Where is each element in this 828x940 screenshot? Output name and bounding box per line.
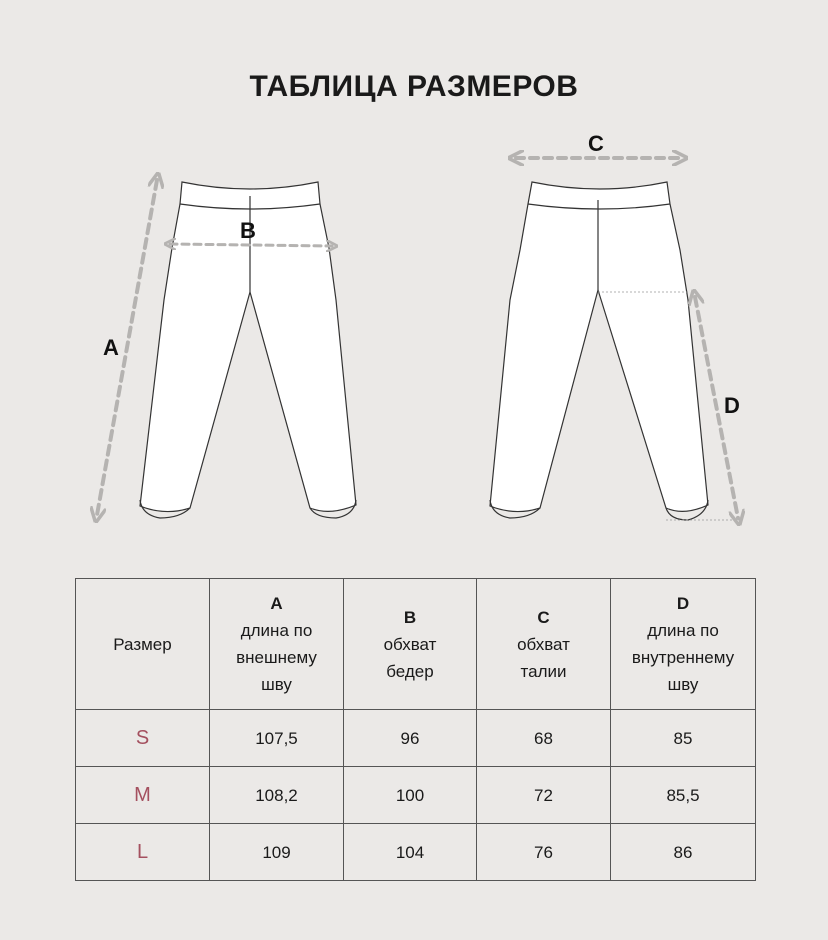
size-cell: S xyxy=(76,710,210,767)
value-cell: 107,5 xyxy=(210,710,344,767)
value-cell: 85,5 xyxy=(611,767,756,824)
label-c: C xyxy=(588,131,604,156)
value-cell: 68 xyxy=(477,710,611,767)
header-c: C обхват талии xyxy=(477,579,611,710)
table-row xyxy=(76,767,756,824)
header-b: B обхват бедер xyxy=(344,579,477,710)
size-cell: M xyxy=(76,767,210,824)
value-cell: 108,2 xyxy=(210,767,344,824)
table-row xyxy=(76,710,756,767)
pants-back xyxy=(490,182,740,520)
header-d: D длина по внутреннему шву xyxy=(611,579,756,710)
label-b: B xyxy=(240,218,256,243)
table-header-row xyxy=(76,579,756,710)
size-table xyxy=(75,578,756,881)
value-cell: 100 xyxy=(344,767,477,824)
label-a: A xyxy=(103,335,119,360)
label-d: D xyxy=(724,393,740,418)
value-cell: 76 xyxy=(477,824,611,881)
table-row xyxy=(76,824,756,881)
value-cell: 109 xyxy=(210,824,344,881)
value-cell: 85 xyxy=(611,710,756,767)
value-cell: 72 xyxy=(477,767,611,824)
header-size: Размер xyxy=(76,579,210,710)
page-title: ТАБЛИЦА РАЗМЕРОВ xyxy=(249,70,579,103)
value-cell: 104 xyxy=(344,824,477,881)
value-cell: 96 xyxy=(344,710,477,767)
header-a: A длина по внешнему шву xyxy=(210,579,344,710)
size-cell: L xyxy=(76,824,210,881)
value-cell: 86 xyxy=(611,824,756,881)
